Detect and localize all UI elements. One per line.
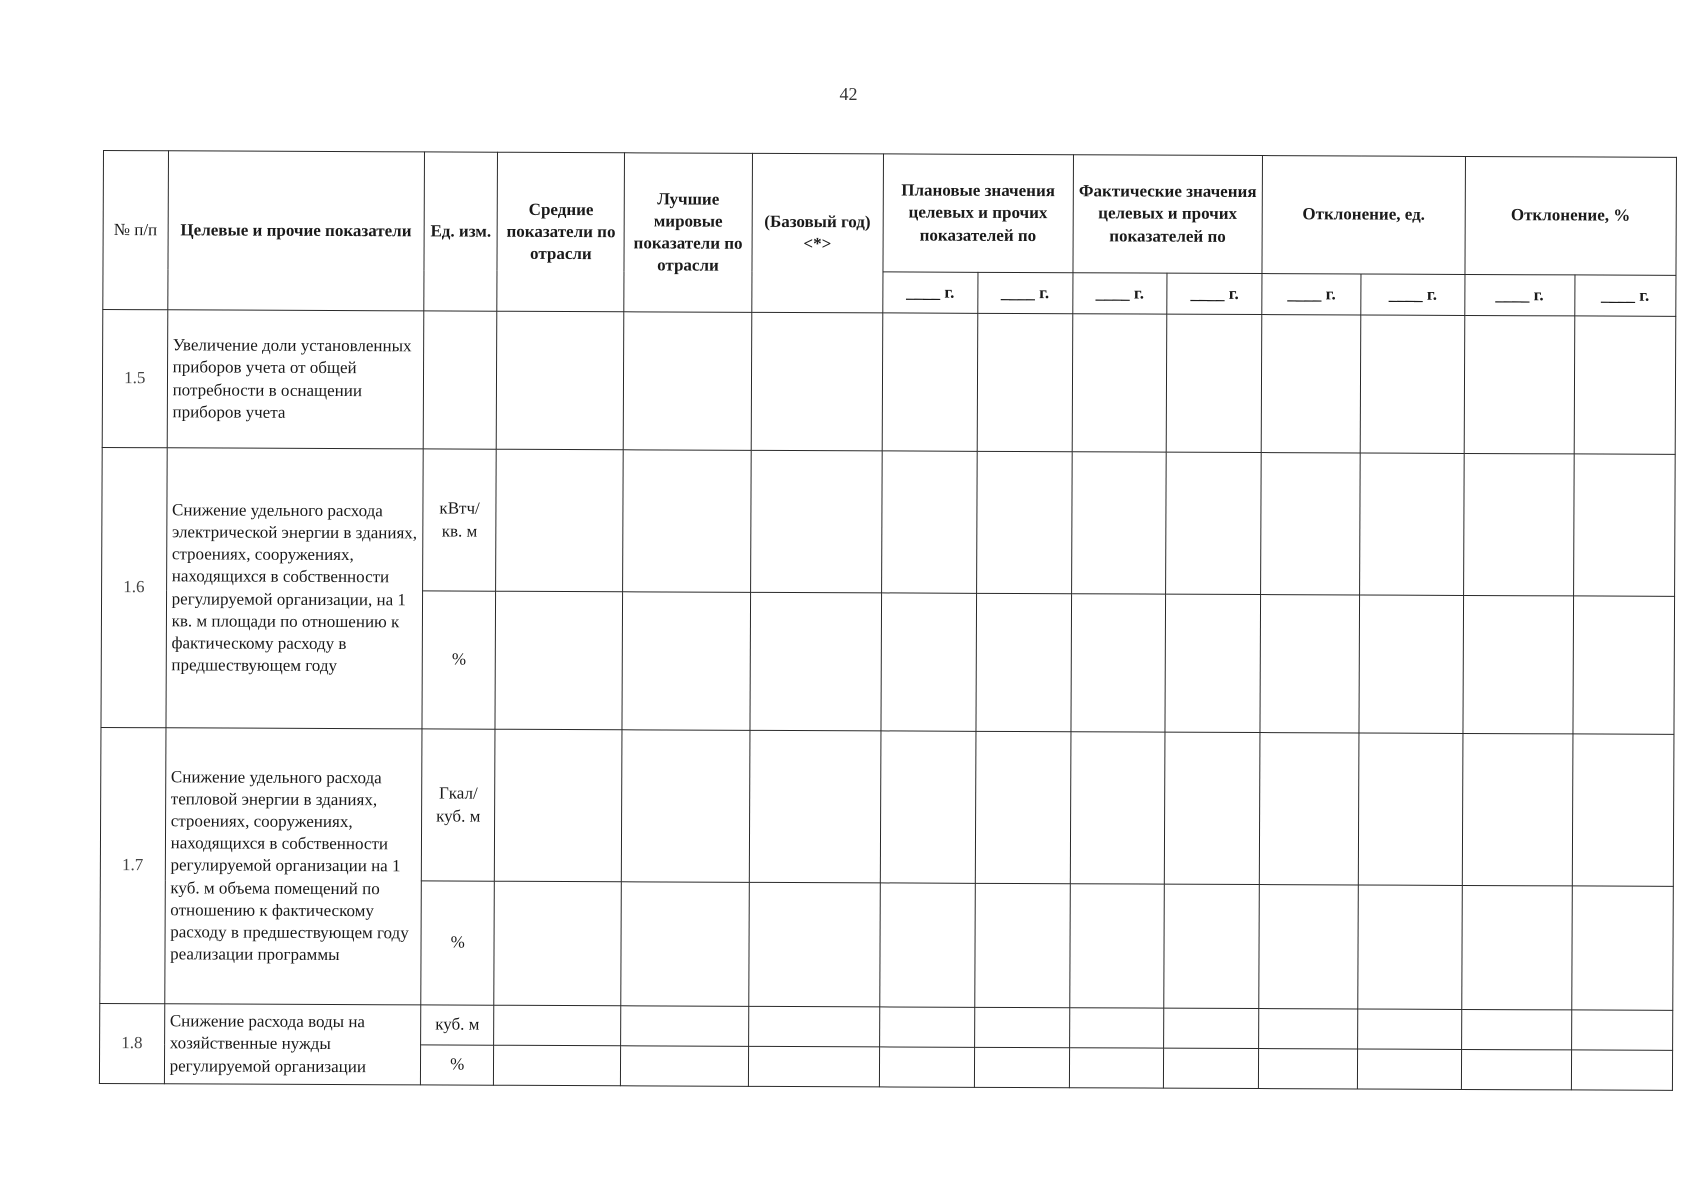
- value-cell: [1358, 1009, 1462, 1049]
- value-cell: [1167, 314, 1262, 452]
- table-row: [100, 727, 1674, 886]
- value-cell: [749, 730, 881, 883]
- value-cell: [494, 1005, 621, 1046]
- value-cell: [1573, 596, 1675, 734]
- value-cell: [880, 731, 975, 883]
- value-cell: [1572, 734, 1674, 886]
- indicator-name: Снижение удельного расхода электрической энергии в зданиях, строениях, сооружениях, находящихся в собственности регулируемой организации, на 1 кв. м площади по отношению к фактическому расходу в предшествующем году: [166, 448, 424, 729]
- value-cell: [748, 882, 880, 1007]
- value-cell: [621, 1046, 748, 1087]
- value-cell: [748, 1046, 880, 1087]
- page-number: 42: [839, 84, 858, 104]
- year-label: ____ г.: [978, 272, 1073, 313]
- header-num: № п/п: [103, 151, 168, 310]
- value-cell: [496, 449, 624, 592]
- year-label: ____ г.: [1464, 274, 1574, 315]
- unit-cell: куб. м: [421, 1005, 494, 1045]
- value-cell: [1461, 885, 1571, 1009]
- value-cell: [1165, 732, 1260, 884]
- value-cell: [1261, 453, 1361, 595]
- value-cell: [1164, 884, 1259, 1008]
- value-cell: [1461, 1049, 1571, 1089]
- year-label: ____ г.: [1167, 273, 1262, 314]
- table-row: [102, 310, 1676, 455]
- value-cell: [1462, 733, 1573, 885]
- value-cell: [977, 313, 1072, 451]
- table-row: [100, 1003, 1673, 1050]
- value-cell: [976, 593, 1071, 731]
- value-cell: [880, 1007, 975, 1047]
- value-cell: [1358, 885, 1462, 1009]
- indicator-name: Увеличение доли установленных приборов учета от общей потребности в оснащении приборов учета: [167, 310, 424, 449]
- value-cell: [751, 312, 883, 451]
- value-cell: [882, 313, 977, 451]
- unit-cell: %: [421, 881, 495, 1005]
- value-cell: [495, 729, 623, 882]
- value-cell: [622, 592, 750, 731]
- header-deviation-units: Отклонение, ед.: [1262, 156, 1465, 275]
- value-cell: [1461, 1009, 1571, 1049]
- header-planned: Плановые значения целевых и прочих показателей по: [883, 154, 1073, 273]
- row-number: 1.8: [99, 1003, 164, 1083]
- value-cell: [1463, 595, 1573, 733]
- value-cell: [748, 1006, 880, 1047]
- value-cell: [881, 593, 976, 731]
- year-label: ____ г.: [883, 272, 978, 313]
- unit-cell: Гкал/ куб. м: [421, 729, 495, 881]
- header-unit: Ед. изм.: [424, 152, 498, 311]
- unit-cell: %: [420, 1045, 493, 1085]
- value-cell: [976, 451, 1071, 593]
- table-row: [102, 447, 1676, 596]
- value-cell: [1072, 314, 1167, 452]
- value-cell: [1464, 315, 1574, 453]
- value-cell: [624, 312, 752, 451]
- document-sheet: [99, 150, 1677, 1091]
- value-cell: [974, 1007, 1069, 1047]
- value-cell: [1164, 1048, 1259, 1088]
- table-header-row: [103, 151, 1676, 276]
- unit-cell: кВтч/ кв. м: [423, 449, 497, 591]
- value-cell: [879, 1047, 974, 1087]
- header-actual: Фактические значения целевых и прочих показателей по: [1073, 155, 1263, 274]
- value-cell: [750, 450, 882, 593]
- value-cell: [975, 883, 1070, 1007]
- value-cell: [495, 591, 623, 730]
- value-cell: [975, 731, 1070, 883]
- value-cell: [1261, 315, 1361, 453]
- year-label: ____ г.: [1574, 275, 1676, 316]
- value-cell: [1259, 885, 1359, 1009]
- value-cell: [1574, 316, 1676, 454]
- indicator-name: Снижение удельного расхода тепловой энергии в зданиях, строениях, сооружениях, находящихся в собственности регулируемой организации на 1 куб. м объема помещений по отношению к фактическому расходу в предшествующем году реализации программы: [164, 728, 422, 1005]
- value-cell: [1069, 1048, 1164, 1088]
- value-cell: [1260, 595, 1360, 733]
- indicators-table: [99, 150, 1677, 1091]
- value-cell: [1571, 886, 1673, 1010]
- value-cell: [880, 883, 975, 1007]
- value-cell: [621, 1006, 748, 1047]
- row-number: 1.5: [102, 310, 167, 448]
- value-cell: [494, 881, 622, 1006]
- value-cell: [1259, 1009, 1358, 1049]
- value-cell: [1069, 884, 1164, 1008]
- value-cell: [882, 451, 977, 593]
- value-cell: [1463, 453, 1574, 595]
- value-cell: [621, 882, 749, 1007]
- value-cell: [1359, 733, 1463, 885]
- value-cell: [1360, 453, 1464, 595]
- value-cell: [1166, 452, 1261, 594]
- value-cell: [1571, 1050, 1673, 1090]
- value-cell: [1358, 1049, 1462, 1089]
- value-cell: [623, 450, 751, 593]
- value-cell: [1165, 594, 1260, 732]
- year-label: ____ г.: [1072, 273, 1167, 314]
- value-cell: [750, 592, 882, 731]
- value-cell: [1164, 1008, 1259, 1048]
- value-cell: [1359, 595, 1463, 733]
- header-deviation-percent: Отклонение, %: [1465, 156, 1677, 275]
- row-number: 1.7: [100, 727, 166, 1003]
- value-cell: [622, 730, 750, 883]
- value-cell: [1259, 1049, 1358, 1089]
- unit-cell: [423, 311, 497, 449]
- value-cell: [1070, 732, 1165, 884]
- value-cell: [1259, 733, 1359, 885]
- value-cell: [494, 1045, 621, 1086]
- year-label: ____ г.: [1262, 274, 1361, 315]
- header-avg-industry: Средние показатели по отрасли: [497, 152, 625, 312]
- value-cell: [974, 1047, 1069, 1087]
- year-label: ____ г.: [1361, 274, 1465, 315]
- row-number: 1.6: [101, 447, 167, 727]
- value-cell: [1069, 1008, 1164, 1048]
- header-best-world: Лучшие мировые показатели по отрасли: [624, 153, 752, 313]
- value-cell: [1071, 452, 1166, 594]
- indicator-name: Снижение расхода воды на хозяйственные нужды регулируемой организации: [164, 1004, 421, 1085]
- header-indicators: Целевые и прочие показатели: [167, 151, 424, 311]
- value-cell: [496, 311, 624, 450]
- unit-cell: %: [422, 591, 496, 729]
- header-base-year: (Базовый год) <*>: [751, 153, 883, 313]
- value-cell: [1571, 1010, 1673, 1050]
- value-cell: [1360, 315, 1464, 453]
- value-cell: [1071, 594, 1166, 732]
- value-cell: [1573, 454, 1675, 596]
